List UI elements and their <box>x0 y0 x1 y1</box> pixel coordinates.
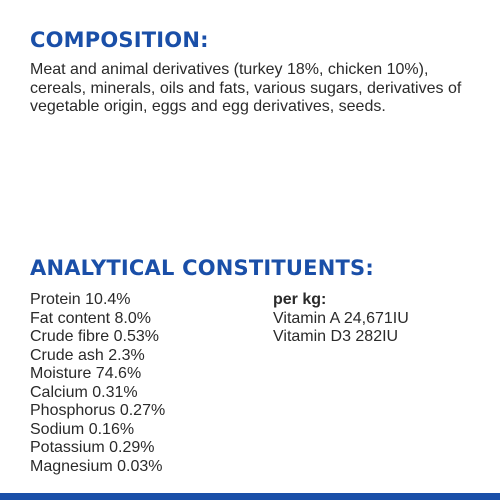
vitamin-item: Vitamin A 24,671IU <box>273 309 409 327</box>
vitamins-block <box>273 291 409 347</box>
constituent-item: Moisture 74.6% <box>30 365 142 382</box>
constituent-item: Potassium 0.29% <box>30 439 155 456</box>
constituent-item: Sodium 0.16% <box>30 420 135 438</box>
per-kg-label: per kg: <box>273 291 327 308</box>
constituent-item: Magnesium 0.03% <box>30 457 163 475</box>
constituent-item: Crude fibre 0.53% <box>30 328 159 345</box>
composition-text: Meat and animal derivatives (turkey 18%, chicken 10%), cereals, minerals, oils and fats, various sugars, derivatives of vegetable origin, eggs and egg derivatives, seeds. <box>30 61 462 115</box>
analytical-constituents-heading: ANALYTICAL CONSTITUENTS: <box>30 256 374 280</box>
constituent-item: Protein 10.4% <box>30 291 131 308</box>
constituent-item: Phosphorus 0.27% <box>30 402 166 419</box>
constituents-list <box>30 291 165 476</box>
composition-heading: COMPOSITION: <box>30 28 209 52</box>
vitamins-list <box>273 310 409 347</box>
bottom-accent-bar <box>0 493 500 500</box>
constituent-item: Fat content 8.0% <box>30 309 151 327</box>
vitamin-item: Vitamin D3 282IU <box>273 328 399 345</box>
constituent-item: Calcium 0.31% <box>30 383 138 401</box>
constituent-item: Crude ash 2.3% <box>30 346 145 364</box>
